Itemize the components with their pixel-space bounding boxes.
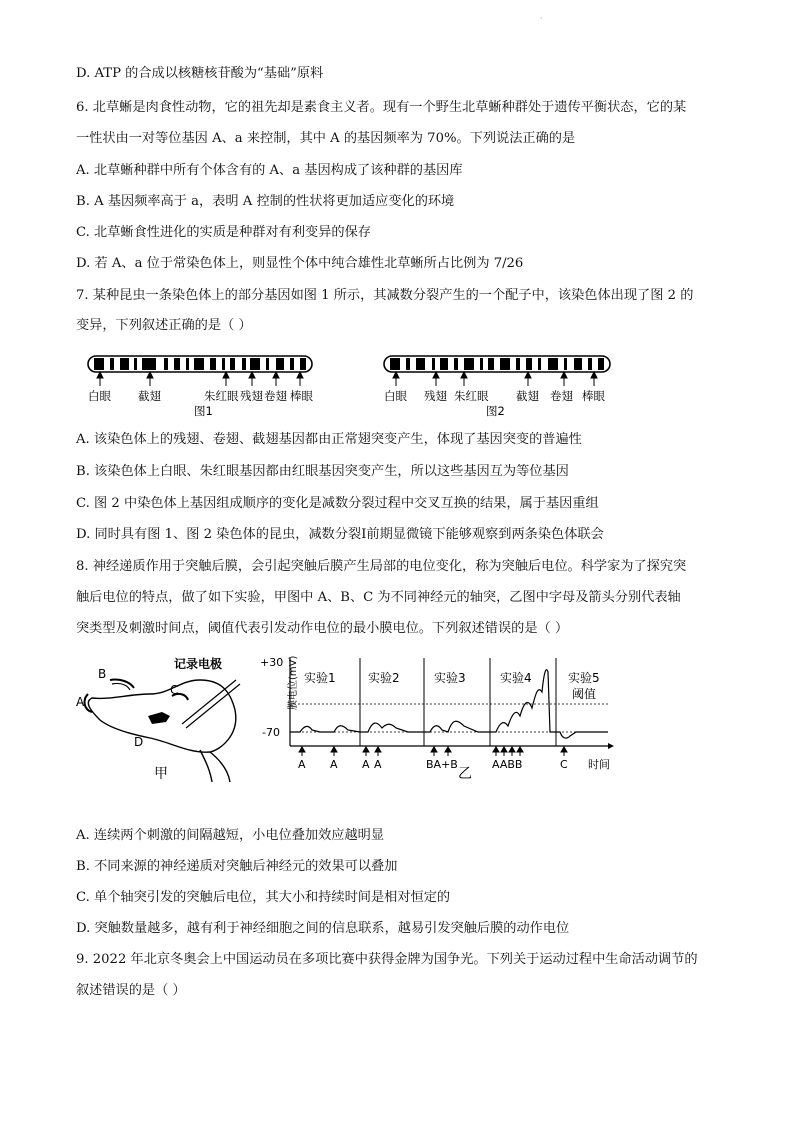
q8-option-d: D. 突触数量越多，越有利于神经细胞之间的信息联系，越易引发突触后膜的动作电位 [76, 921, 570, 936]
yi-exp-2: 实验2 [368, 671, 400, 685]
q6-option-d: D. 若 A、a 位于常染色体上，则显性个体中纯合雄性北草蜥所占比例为 7/26 [76, 256, 524, 271]
q7-stem-line2: 变异，下列叙述正确的是（ ） [76, 318, 252, 333]
jia-label-b: B [98, 667, 107, 681]
jia-label-a: A [76, 695, 85, 709]
fig1-label-3: 残翅 [240, 389, 263, 403]
yi-x-label: 时间 [588, 758, 610, 771]
q8-stem-line2: 触后电位的特点，做了如下实验，甲图中 A、B、C 为不同神经元的轴突，乙图中字母及箭头分别代表轴 [76, 590, 681, 605]
fig2-label-0: 白眼 [384, 389, 407, 403]
fig2-label-4: 卷翅 [550, 389, 573, 403]
yi-exp-4: 实验4 [500, 671, 532, 685]
fig2-label-3: 截翅 [516, 389, 539, 403]
yi-y-top: +30 [260, 656, 284, 669]
figure-jia [70, 650, 260, 790]
yi-stim-6: AABB [492, 758, 523, 771]
q7-stem-line1: 7. 某种昆虫一条染色体上的部分基因如图 1 所示，其减数分裂产生的一个配子中，该染色体出现了图 2 的 [76, 288, 694, 303]
fig2-caption: 图2 [486, 404, 505, 418]
top-dot: · [540, 14, 543, 23]
q6-option-b: B. A 基因频率高于 a，表明 A 控制的性状将更加适应变化的环境 [76, 194, 455, 209]
q9-stem-line1: 9. 2022 年北京冬奥会上中国运动员在多项比赛中获得金牌为国争光。下列关于运动过程中生命活动调节的 [76, 952, 698, 967]
q6-option-a: A. 北草蜥种群中所有个体含有的 A、a 基因构成了该种群的基因库 [76, 163, 463, 178]
yi-stim-2: A [330, 758, 338, 771]
q7-option-a: A. 该染色体上的残翅、卷翅、截翅基因都由正常翅突变产生，体现了基因突变的普遍性 [76, 432, 582, 447]
yi-stim-5: BA+B [426, 758, 458, 771]
figure-yi [258, 652, 618, 782]
yi-exp-3: 实验3 [434, 671, 466, 685]
q6-option-c: C. 北草蜥食性进化的实质是种群对有利变异的保存 [76, 225, 371, 240]
yi-stim-arrows [299, 747, 567, 756]
fig1-caption: 图1 [194, 404, 213, 418]
q6-stem-line1: 6. 北草蜥是肉食性动物，它的祖先却是素食主义者。现有一个野生北草蜥种群处于遗传平衡状态，它的某 [76, 100, 687, 115]
fig1-label-0: 白眼 [88, 389, 111, 403]
q6-stem-line2: 一性状由一对等位基因 A、a 来控制，其中 A 的基因频率为 70%。下列说法正确的是 [76, 131, 576, 146]
fig1-label-5: 棒眼 [290, 389, 313, 403]
jia-caption: 甲 [154, 766, 168, 782]
q8-option-b: B. 不同来源的神经递质对突触后神经元的效果可以叠加 [76, 859, 398, 874]
yi-caption: 乙 [458, 766, 472, 782]
jia-label-d: D [134, 735, 144, 749]
jia-label-c: C [170, 683, 179, 697]
yi-stim-7: C [560, 758, 568, 771]
fig2-label-5: 棒眼 [582, 389, 605, 403]
q7-option-d: D. 同时具有图 1、图 2 染色体的昆虫，减数分裂Ⅰ前期显微镜下能够观察到两条染色体联会 [76, 527, 604, 542]
chromosome-1 [88, 356, 312, 372]
q8-stem-line3: 突类型及刺激时间点，阈值代表引发动作电位的最小膜电位。下列叙述错误的是（ ） [76, 621, 569, 636]
q7-option-c: C. 图 2 中染色体上基因组成顺序的变化是减数分裂过程中交叉互换的结果，属于基因重组 [76, 496, 599, 511]
yi-exp-1: 实验1 [304, 671, 336, 685]
jia-record-electrode: 记录电极 [174, 657, 223, 671]
q5-option-d: D. ATP 的合成以核糖核苷酸为“基础”原料 [76, 66, 324, 81]
fig2-arrows [393, 372, 597, 386]
q7-option-b: B. 该染色体上白眼、朱红眼基因都由红眼基因突变产生，所以这些基因互为等位基因 [76, 464, 569, 479]
q8-option-a: A. 连续两个刺激的间隔越短，小电位叠加效应越明显 [76, 828, 385, 843]
fig1-arrows [97, 372, 303, 386]
yi-threshold: 阈值 [572, 687, 597, 701]
fig1-label-4: 卷翅 [264, 389, 287, 403]
chromosome-2 [384, 356, 610, 372]
yi-stim-4: A [374, 758, 382, 771]
q8-option-c: C. 单个轴突引发的突触后电位，其大小和持续时间是相对恒定的 [76, 890, 451, 905]
fig1-label-1: 截翅 [138, 389, 161, 403]
q9-stem-line2: 叙述错误的是（ ） [76, 983, 186, 998]
yi-y-label: 膜电位(mV) [288, 655, 299, 710]
yi-y-bottom: -70 [262, 726, 280, 739]
fig2-label-2: 朱红眼 [454, 389, 489, 403]
yi-exp-5: 实验5 [568, 671, 600, 685]
q8-stem-line1: 8. 神经递质作用于突触后膜，会引起突触后膜产生局部的电位变化，称为突触后电位。科学家为了探究突 [76, 559, 687, 574]
chromosome-figures [76, 350, 636, 422]
fig1-label-2: 朱红眼 [204, 389, 239, 403]
fig2-label-1: 残翅 [424, 389, 447, 403]
yi-stim-1: A [298, 758, 306, 771]
yi-stim-3: A [362, 758, 370, 771]
